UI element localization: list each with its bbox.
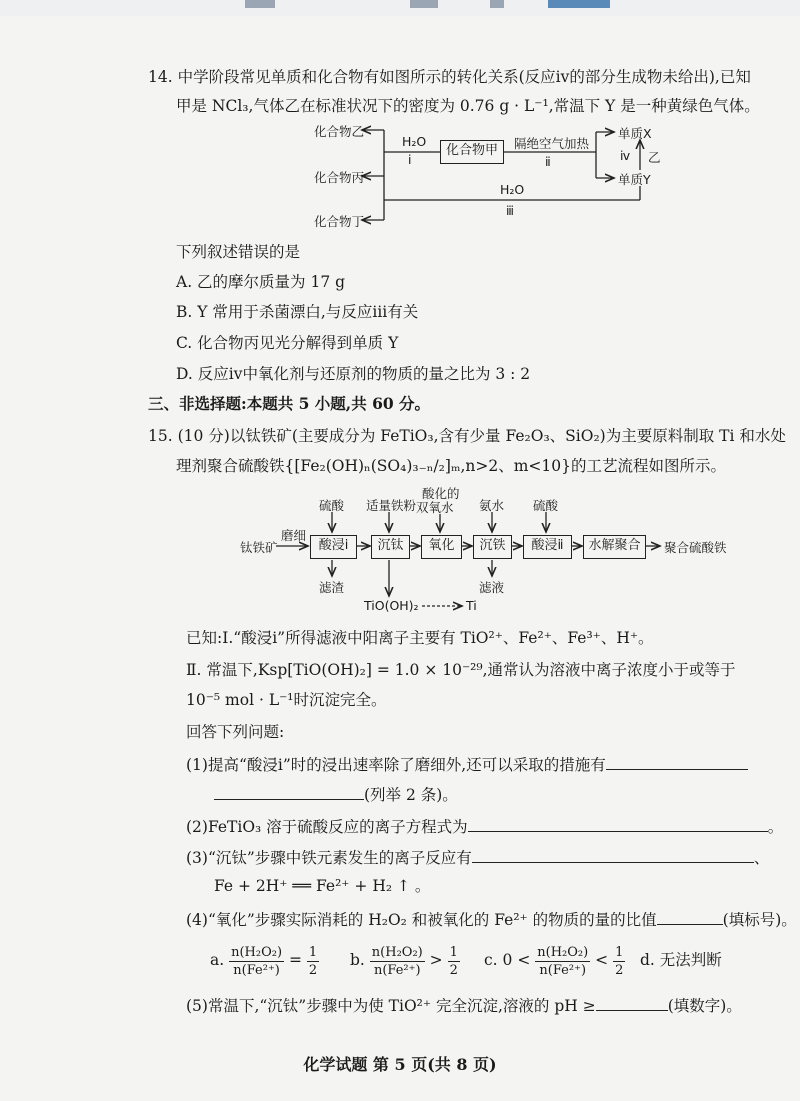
compound-yi: 化合物乙 — [314, 124, 365, 139]
q15-line2: 理剂聚合硫酸铁{[Fe₂(OH)ₙ(SO₄)₃₋ₙ/₂]ₘ,n>2、m<10}的工艺流程如图所示。 — [176, 457, 726, 475]
flow-start: 钛铁矿 — [240, 540, 278, 555]
element-y: 单质Y — [618, 172, 651, 187]
flow-step-hydrolysis: 水解聚合 — [583, 535, 646, 559]
q14-line2: 甲是 NCl₃,气体乙在标准状况下的密度为 0.76 g · L⁻¹,常温下 Y 是一种黄绿色气体。 — [176, 97, 760, 115]
reaction-iv-label: ⅳ — [620, 148, 631, 163]
section-heading: 三、非选择题:本题共 5 小题,共 60 分。 — [148, 394, 431, 413]
flow-input-iron-powder: 适量铁粉 — [366, 498, 417, 513]
flow-input-h2so4-1: 硫酸 — [319, 498, 345, 513]
reaction-i-label: ⅰ — [408, 152, 412, 167]
flow-end: 聚合硫酸铁 — [664, 540, 727, 555]
answer-blank-4[interactable] — [657, 908, 723, 925]
q15-part4-option-d: d. 无法判断 — [640, 951, 722, 969]
q15-part1-line1: (1)提高“酸浸ⅰ”时的浸出速率除了磨细外,还可以采取的措施有 — [186, 753, 748, 775]
flow-ti: Ti — [466, 598, 477, 613]
reaction-i-reagent: H₂O — [402, 134, 427, 149]
q15-part4-option-c: c. 0 < $\frac{\text{n(H₂O₂)}}{\text{n(Fe²⁺)}}$ < $\frac{1}{2}$ — [484, 944, 624, 978]
q15-part1-line2: (列举 2 条)。 — [214, 783, 458, 805]
reaction-iv-reagent: 乙 — [648, 150, 661, 165]
answer-blank-5[interactable] — [596, 994, 668, 1011]
q14-option-d: D. 反应ⅳ中氧化剂与还原剂的物质的量之比为 3 : 2 — [176, 365, 531, 383]
element-x: 单质X — [618, 126, 652, 141]
q15-known-2a: Ⅱ. 常温下,Ksp[TiO(OH)₂] = 1.0 × 10⁻²⁹,通常认为溶液中离子浓度小于或等于 — [186, 661, 736, 679]
answer-blank-2[interactable] — [468, 815, 768, 832]
flow-input-ammonia: 氨水 — [479, 498, 505, 513]
flow-tioh2: TiO(OH)₂ — [364, 598, 419, 613]
answer-blank-1a[interactable] — [606, 753, 748, 770]
q14-option-b: B. Y 常用于杀菌漂白,与反应ⅲ有关 — [176, 303, 419, 321]
compound-bing: 化合物丙 — [314, 170, 365, 185]
q15-known-2b: 10⁻⁵ mol · L⁻¹时沉淀完全。 — [186, 691, 387, 709]
reaction-ii-label: ⅱ — [545, 154, 551, 169]
reaction-iii-label: ⅲ — [506, 203, 514, 218]
page-footer: 化学试题 第 5 页(共 8 页) — [303, 1055, 497, 1074]
flow-step-acid-leach-2: 酸浸ⅱ — [523, 535, 572, 559]
q15-part3: (3)“沉钛”步骤中铁元素发生的离子反应有 、 — [186, 846, 769, 868]
q15-part5: (5)常温下,“沉钛”步骤中为使 TiO²⁺ 完全沉淀,溶液的 pH ≥ (填数字)。 — [186, 994, 742, 1016]
q15-answer-prompt: 回答下列问题: — [186, 723, 285, 741]
flow-input-acidified: 酸化的 — [422, 486, 460, 501]
q14-prompt: 下列叙述错误的是 — [176, 243, 301, 261]
q15-known-1: 已知:Ⅰ.“酸浸ⅰ”所得滤液中阳离子主要有 TiO²⁺、Fe²⁺、Fe³⁺、H⁺。 — [186, 629, 654, 647]
q15-part2: (2)FeTiO₃ 溶于硫酸反应的离子方程式为 。 — [186, 815, 783, 837]
compound-jia-box: 化合物甲 — [440, 140, 504, 164]
flow-grind: 磨细 — [281, 528, 307, 543]
answer-blank-1b[interactable] — [214, 783, 364, 800]
flow-output-residue: 滤渣 — [319, 580, 345, 595]
compound-ding: 化合物丁 — [314, 214, 365, 229]
flow-step-oxidize: 氧化 — [421, 535, 462, 559]
answer-blank-3[interactable] — [472, 846, 754, 863]
q15-part4-option-b: b. $\frac{\text{n(H₂O₂)}}{\text{n(Fe²⁺)}}$ > $\frac{1}{2}$ — [350, 944, 458, 978]
q15-line1: 15. (10 分)以钛铁矿(主要成分为 FeTiO₃,含有少量 Fe₂O₃、SiO₂)为主要原料制取 Ti 和水处 — [148, 427, 786, 445]
flow-step-acid-leach-1: 酸浸ⅰ — [310, 535, 357, 559]
q14-option-c: C. 化合物丙见光分解得到单质 Y — [176, 334, 399, 352]
reaction-ii-condition: 隔绝空气加热 — [514, 136, 590, 151]
q15-part3-eq: Fe + 2H⁺ ══ Fe²⁺ + H₂ ↑ 。 — [214, 877, 431, 895]
q15-part4-option-a: a. $\frac{\text{n(H₂O₂)}}{\text{n(Fe²⁺)}}$ = $\frac{1}{2}$ — [210, 944, 318, 978]
flow-step-ti-precip: 沉钛 — [371, 535, 410, 559]
flow-output-filtrate: 滤液 — [479, 580, 505, 595]
flow-step-fe-precip: 沉铁 — [473, 535, 512, 559]
q14-line1: 14. 中学阶段常见单质和化合物有如图所示的转化关系(反应ⅳ的部分生成物未给出),已知 — [148, 68, 751, 86]
reaction-iii-reagent: H₂O — [500, 182, 525, 197]
flow-input-h2o2: 双氧水 — [416, 500, 454, 515]
flow-input-h2so4-2: 硫酸 — [533, 498, 559, 513]
q15-part4: (4)“氧化”步骤实际消耗的 H₂O₂ 和被氧化的 Fe²⁺ 的物质的量的比值 (填标号)。 — [186, 908, 797, 930]
q14-option-a: A. 乙的摩尔质量为 17 g — [176, 273, 346, 291]
